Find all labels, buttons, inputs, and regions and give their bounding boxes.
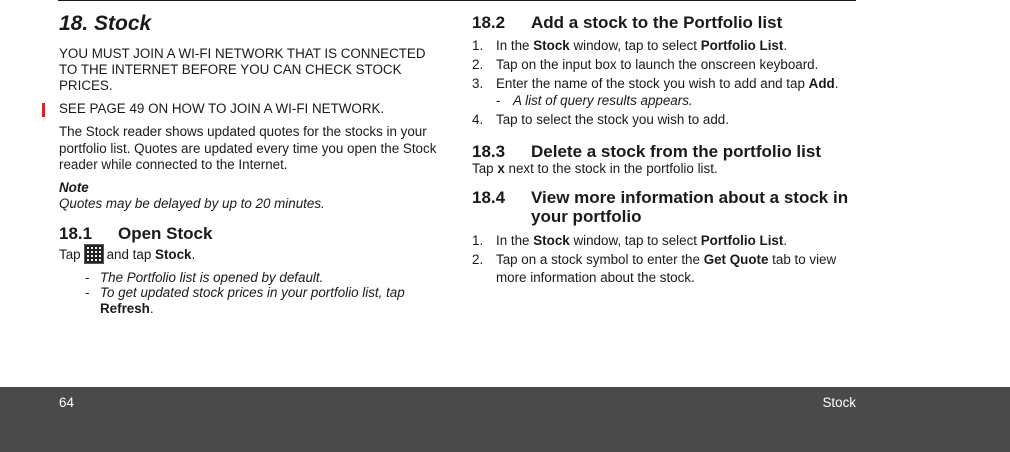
dash-char: - <box>496 93 501 108</box>
section-number: 18.4 <box>472 187 506 207</box>
section-heading-view-info <box>472 188 857 226</box>
section-number: 18.3 <box>472 142 506 161</box>
intro-paragraph: The Stock reader shows updated quotes for the stocks in your portfolio list. Quotes are updated every time you open the Stock reader while connected to the Internet. <box>59 124 437 172</box>
page-number: 64 <box>59 395 74 410</box>
bold-text: Stock <box>533 232 570 248</box>
section-number: 18.1 <box>59 223 93 243</box>
list-item <box>472 56 857 73</box>
apps-grid-icon <box>84 244 104 264</box>
section-title: View more information about a stock in your portfolio <box>531 187 849 226</box>
text: . <box>149 300 154 316</box>
item-number: 3. <box>472 76 484 91</box>
top-rule <box>58 0 856 1</box>
text: Tap <box>472 161 494 176</box>
text: . <box>834 76 839 91</box>
delete-stock-paragraph <box>472 161 857 178</box>
item-number: 1. <box>472 232 484 248</box>
dash-char: - <box>85 269 90 285</box>
list-item <box>472 232 857 249</box>
text: tab to view more information about the stock. <box>496 251 837 285</box>
text: Tap to select the stock you wish to add. <box>496 112 729 127</box>
list-item <box>472 111 857 128</box>
dash-text: A list of query results appears. <box>513 93 693 108</box>
text: window, tap to select <box>573 38 698 53</box>
wifi-warning: YOU MUST JOIN A WI-FI NETWORK THAT IS CONNECTED TO THE INTERNET BEFORE YOU CAN CHECK STOCK PRICES. <box>59 46 426 93</box>
see-page-text: SEE PAGE 49 ON HOW TO JOIN A WI-FI NETWORK. <box>59 101 385 116</box>
note-label: Note <box>59 179 89 195</box>
list-item <box>472 75 857 109</box>
text: . <box>783 38 788 53</box>
bold-text: Stock <box>155 246 192 262</box>
change-bar <box>42 103 45 117</box>
dash-item <box>59 270 439 286</box>
section-heading-add-stock <box>472 13 857 32</box>
bold-text: Portfolio List <box>700 232 784 248</box>
section-title: Delete a stock from the portfolio list <box>531 142 821 161</box>
section-heading-open-stock <box>59 224 439 243</box>
dash-item <box>59 285 439 316</box>
text: . <box>783 232 788 248</box>
open-stock-notes <box>59 270 439 317</box>
open-stock-paragraph <box>59 244 439 264</box>
add-stock-steps <box>472 37 857 128</box>
text: Tap on a stock symbol to enter the <box>496 251 700 267</box>
text: In the <box>496 38 530 53</box>
dash-text: To get updated stock prices in your portfolio list, tap <box>100 285 405 300</box>
item-number: 1. <box>472 38 484 53</box>
item-number: 2. <box>472 57 484 72</box>
text: Enter the name of the stock you wish to add and tap <box>496 76 805 91</box>
section-number: 18.2 <box>472 13 506 32</box>
chapter-title: 18. Stock <box>59 12 152 35</box>
bold-text: Add <box>808 76 835 91</box>
text: Tap on the input box to launch the onscreen keyboard. <box>496 57 819 72</box>
text: . <box>191 246 196 262</box>
text: window, tap to select <box>573 232 698 248</box>
list-item <box>472 37 857 54</box>
list-item <box>472 251 857 287</box>
left-column <box>59 10 439 316</box>
view-info-steps <box>472 232 857 287</box>
bold-text: Get Quote <box>703 251 769 267</box>
footer-section-name: Stock <box>822 395 856 410</box>
section-heading-delete-stock <box>472 142 857 161</box>
right-column <box>472 10 857 289</box>
bold-text: Portfolio List <box>700 38 784 53</box>
section-title: Open Stock <box>118 223 213 243</box>
section-title: Add a stock to the Portfolio list <box>531 13 783 32</box>
item-number: 2. <box>472 251 484 267</box>
text: next to the stock in the portfolio list. <box>508 161 718 176</box>
text: and tap <box>106 246 152 262</box>
text: Tap <box>59 246 81 262</box>
dash-item <box>496 93 857 109</box>
bold-text: Refresh <box>100 300 150 316</box>
page-footer <box>0 387 1010 452</box>
bold-text: Stock <box>533 38 570 53</box>
bold-text: x <box>497 161 505 176</box>
dash-char: - <box>85 285 90 300</box>
item-number: 4. <box>472 112 484 127</box>
note-text: Quotes may be delayed by up to 20 minutes. <box>59 195 325 211</box>
see-page-note <box>59 101 439 117</box>
text: In the <box>496 232 530 248</box>
dash-text: The Portfolio list is opened by default. <box>100 269 324 285</box>
